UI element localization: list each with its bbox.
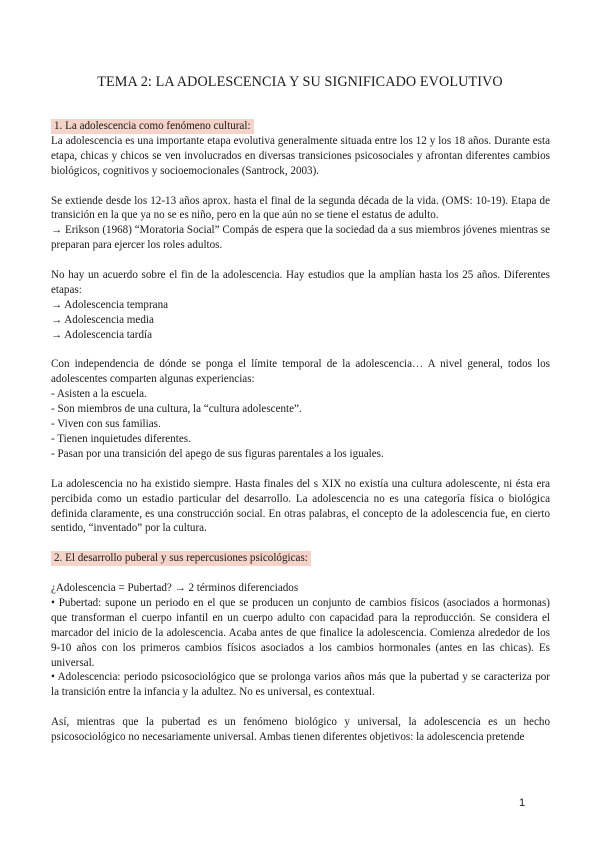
list-item: - Pasan por una transición del apego de sus figuras parentales a los iguales.	[51, 447, 384, 460]
section-1-heading: 1. La adolescencia como fenómeno cultural:	[51, 119, 254, 134]
paragraph-end-of-adolescence: No hay un acuerdo sobre el fin de la adolescencia. Hay estudios que la amplían hasta los 25 años. Diferentes etapas:	[51, 269, 550, 296]
list-item: - Son miembros de una cultura, la “cultura adolescente”.	[51, 403, 302, 416]
section-2-heading-line	[51, 551, 550, 566]
experiences-list	[51, 387, 550, 462]
list-item: - Viven con sus familias.	[51, 418, 161, 431]
list-item: - Tienen inquietudes diferentes.	[51, 432, 191, 445]
page-title: TEMA 2: LA ADOLESCENCIA Y SU SIGNIFICADO EVOLUTIVO	[97, 74, 503, 90]
list-item: → Adolescencia tardía	[51, 328, 153, 341]
paragraph-social-construction: La adolescencia no ha existido siempre. Hasta finales del s XIX no existía una cultura adolescente, ni ésta era percibida como un estadio particular del desarrollo. La adolescencia no es una categoría física o biológica definida claramente, es una construcción social. En otras palabras, el concepto de la adolescencia fue, en cierto sentido, “inventado” por la cultura.	[51, 477, 550, 535]
stages-list	[51, 298, 550, 343]
question-line: ¿Adolescencia = Pubertad? → 2 términos diferenciados	[51, 582, 299, 594]
paragraph-definition: La adolescencia es una importante etapa evolutiva generalmente situada entre los 12 y los 18 años. Durante esta etapa, chicas y chicos se ven involucrados en diversas transiciones psicosociales y afrontan diferentes cambios biológicos, cognitivos y socioemocionales (Santrock, 2003).	[51, 134, 550, 177]
page-number: 1	[519, 797, 526, 809]
paragraph-erikson: → Erikson (1968) “Moratoria Social” Compás de espera que la sociedad da a sus miembros jóvenes mientras se preparan para ejercer los roles adultos.	[51, 224, 550, 252]
paragraph-comparison: Así, mientras que la pubertad es un fenómeno biológico y universal, la adolescencia es un hecho psicosociológico no necesariamente universal. Ambas tienen diferentes objetivos: la adolescencia pretende	[51, 716, 550, 744]
section-2-heading: 2. El desarrollo puberal y sus repercusiones psicológicas:	[51, 551, 311, 566]
section-1-heading-line	[51, 119, 550, 134]
paragraph-common-experiences: Con independencia de dónde se ponga el límite temporal de la adolescencia… A nivel general, todos los adolescentes comparten algunas experiencias:	[51, 358, 550, 386]
list-item: → Adolescencia media	[51, 313, 154, 326]
paragraph-age-range: Se extiende desde los 12-13 años aprox. hasta el final de la segunda década de la vida. (OMS: 10-19). Etapa de transición en la que ya no se es niño, pero en la que aún no se tiene el estatus de adulto.	[51, 194, 550, 222]
document-body	[51, 119, 550, 760]
list-item: → Adolescencia temprana	[51, 298, 169, 311]
bullet-adolescencia: • Adolescencia: periodo psicosociológico que se prolonga varios años más que la pubertad y se caracteriza por la transición entre la infancia y la adultez. No es universal, es contextual.	[51, 671, 550, 699]
list-item: - Asisten a la escuela.	[51, 388, 147, 401]
bullet-pubertad: • Pubertad: supone un periodo en el que se producen un conjunto de cambios físicos (asociados a hormonas) que transforman el cuerpo infantil en un cuerpo adulto con capacidad para la reproducción. Se considera el marcador del inicio de la adolescencia. Acaba antes de que finalice la adolescencia. Comienza alrededor de los 9-10 años con los primeros cambios físicos asociados a los cambios hormonales (antes en las chicas). Es universal.	[51, 596, 550, 669]
